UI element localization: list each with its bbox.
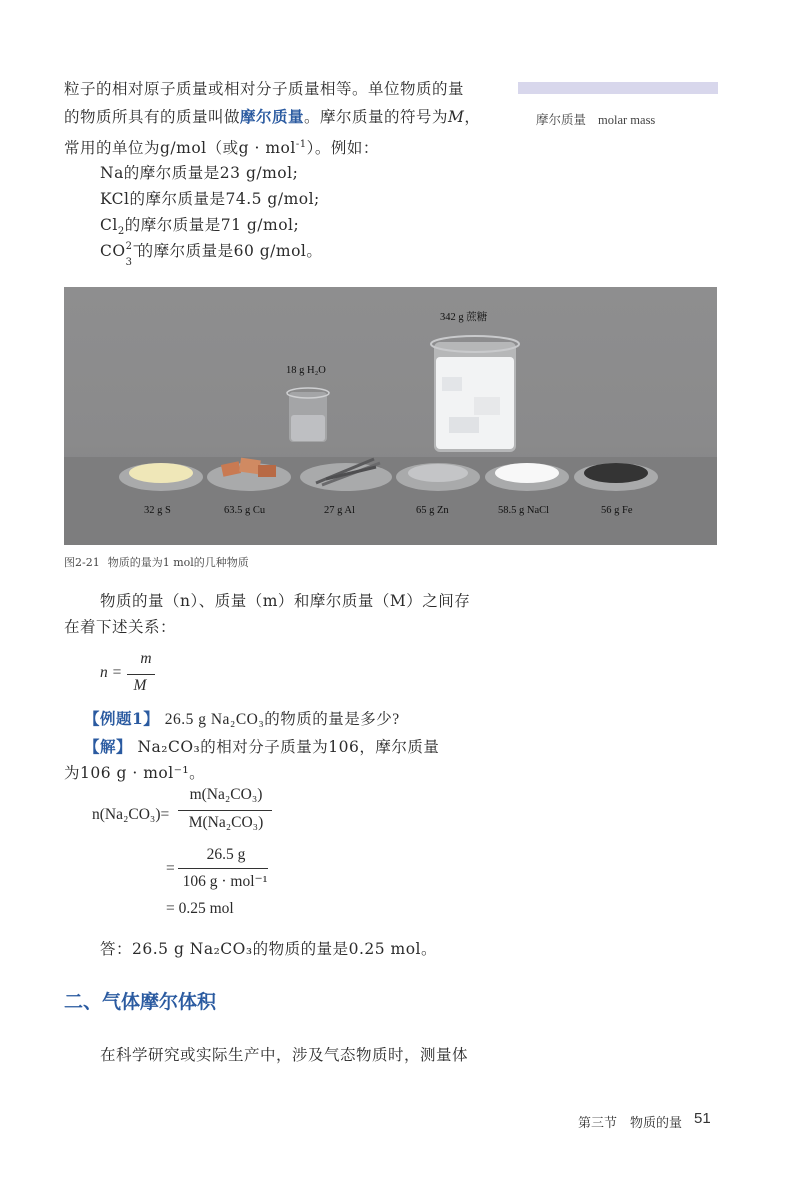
example-cl2-post: 的摩尔质量是71 g/mol; (124, 216, 300, 234)
example-na-text: Na的摩尔质量是23 g/mol; (100, 164, 299, 182)
formula-num-text: m (140, 650, 152, 667)
sugar-beaker (431, 336, 519, 452)
section-heading: 二、气体摩尔体积 (64, 991, 217, 1013)
figure-caption (64, 554, 249, 570)
example-kcl-text: KCl的摩尔质量是74.5 g/mol; (100, 190, 320, 208)
example-cl2-pre: Cl (100, 216, 118, 234)
example-co3-sub: 3 (125, 257, 133, 268)
label-copper: 63.5 g Cu (224, 505, 266, 516)
example1-question-text: 26.5 g Na₂CO₃的物质的量是多少? (164, 711, 400, 728)
label-aluminum: 27 g Al (324, 505, 355, 516)
sidebar-term-en: molar mass (598, 113, 656, 127)
molar-mass-term: 摩尔质量 (240, 107, 305, 126)
calc-result: = 0.25 mol (166, 900, 234, 917)
sidebar-term-cn: 摩尔质量 (536, 112, 587, 127)
solution-line-1: Na₂CO₃的相对分子质量为106，摩尔质量 (137, 738, 440, 756)
formula-lhs-text: n = (100, 664, 123, 681)
substances-photo (64, 287, 717, 545)
relation-line-1: 物质的量（n）、质量（m）和摩尔质量（M）之间存 (100, 592, 471, 610)
sidebar-term-bar (518, 82, 718, 94)
symbol-M: M (448, 108, 465, 126)
formula-denominator (128, 677, 152, 695)
page-number: 51 (694, 1110, 711, 1127)
formula-fraction-bar (127, 674, 155, 675)
calc-numerator-2: 26.5 g (206, 846, 246, 863)
calc-lhs: n(Na₂CO₃)= (92, 806, 170, 823)
intro-line-1: 粒子的相对原子质量或相对分子质量相等。单位物质的量 (64, 80, 465, 98)
example-co3-post: 的摩尔质量是60 g/mol。 (137, 242, 323, 260)
example-co3-pre: CO (100, 242, 126, 260)
figure-number: 图2-21 (64, 556, 100, 569)
footer-section: 第三节 物质的量 (578, 1116, 683, 1131)
iron-dish (574, 463, 658, 491)
label-zinc: 65 g Zn (416, 505, 449, 516)
intro-line-3-end: ）。例如： (306, 139, 379, 158)
sidebar-term (536, 110, 655, 128)
solution-label: 【解】 (84, 737, 133, 756)
example1-label: 【例题1】 (84, 709, 160, 728)
example-kcl (100, 186, 320, 212)
formula-lhs (100, 664, 122, 682)
label-sulfur: 32 g S (144, 505, 171, 516)
figure-caption-text: 物质的量为1 mol的几种物质 (107, 556, 249, 569)
example-co3 (100, 238, 323, 268)
salt-dish (485, 463, 569, 491)
intro-line-3 (64, 132, 379, 161)
label-sugar: 342 g 蔗糖 (440, 312, 488, 323)
calc-denominator-2: 106 g · mol⁻¹ (182, 873, 268, 890)
intro-line-2-c: ， (464, 108, 481, 126)
intro-line-2-a: 的物质所具有的质量叫做 (64, 108, 241, 126)
label-salt: 58.5 g NaCl (498, 505, 550, 516)
example1-answer: 答：26.5 g Na₂CO₃的物质的量是0.25 mol。 (100, 940, 438, 958)
section-text: 在科学研究或实际生产中，涉及气态物质时，测量体 (100, 1046, 469, 1064)
label-water: 18 g H₂O (286, 365, 326, 376)
example-na (100, 160, 298, 186)
example-co3-sup: 2− (125, 241, 142, 252)
calc-equals-2: = (166, 860, 175, 877)
solution-line-2: 为106 g · mol⁻¹。 (64, 764, 206, 782)
example1-solution (84, 734, 439, 760)
example1-question (84, 706, 400, 733)
water-beaker (287, 388, 329, 442)
intro-line-2-b: 。摩尔质量的符号为 (304, 108, 449, 126)
intro-line-2 (64, 104, 480, 130)
example-cl2-sub: 2 (117, 226, 125, 238)
formula-numerator (134, 650, 158, 668)
calc-denominator-1: M(Na₂CO₃) (188, 814, 264, 831)
intro-line-3-text: 常用的单位为g/mol（或g · mol (64, 139, 296, 158)
sulfur-dish (119, 463, 203, 491)
zinc-dish (396, 463, 480, 491)
formula-den-text: M (133, 677, 147, 694)
intro-line-3-sup: -1 (295, 139, 307, 150)
label-iron: 56 g Fe (601, 505, 633, 516)
calc-fraction-bar-1 (178, 810, 272, 811)
calc-numerator-1: m(Na₂CO₃) (189, 786, 263, 803)
relation-line-2: 在着下述关系： (64, 618, 177, 636)
calc-fraction-bar-2 (178, 868, 268, 869)
